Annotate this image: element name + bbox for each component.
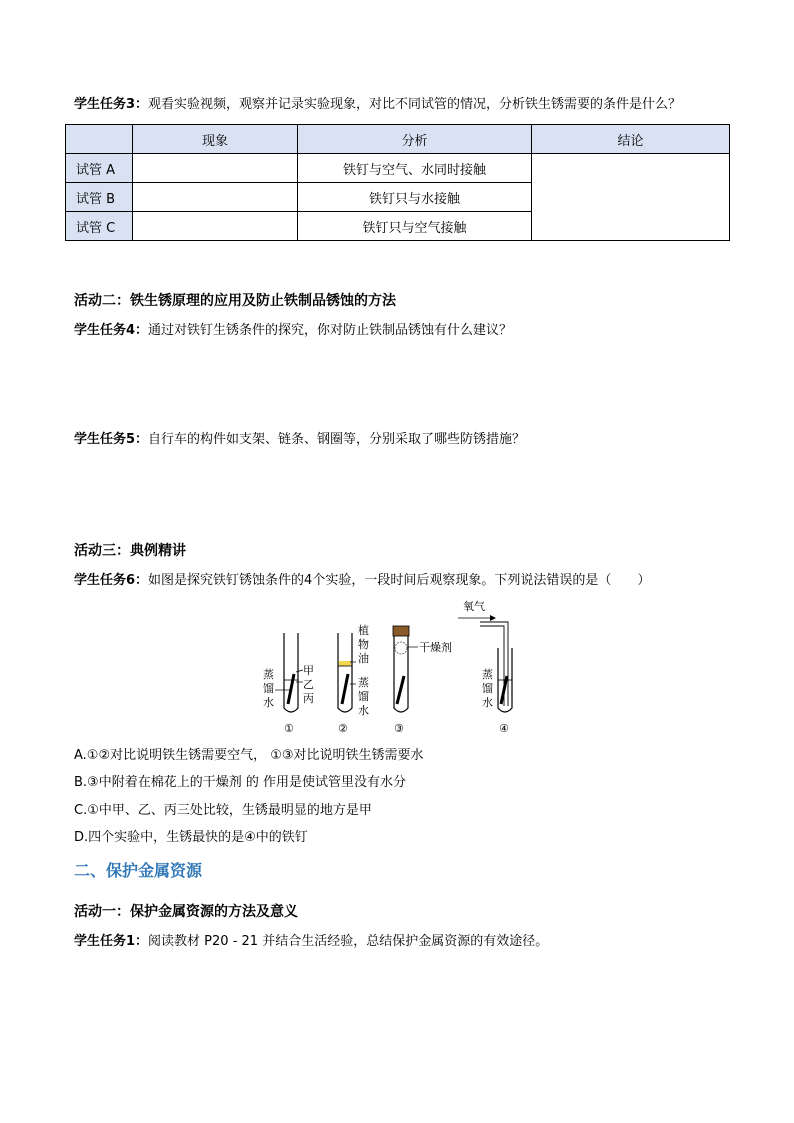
observation-table xyxy=(65,124,730,241)
option-c: C.①中甲、乙、丙三处比较，生锈最明显的地方是甲 xyxy=(74,803,372,818)
tube1-water-label-1: 蒸 xyxy=(263,668,274,681)
task1-text: 阅读教材 P20 - 21 并结合生活经验，总结保护金属资源的有效途径。 xyxy=(148,934,549,949)
tube2-water-label-2: 馏 xyxy=(358,690,369,703)
tube1-number: ① xyxy=(284,722,294,735)
task4-paragraph xyxy=(74,322,512,340)
test-tube-1 xyxy=(263,633,314,735)
tube1-bing: 丙 xyxy=(303,692,314,705)
row-label-tube-a: 试管 A xyxy=(66,154,133,183)
phenomenon-cell-c[interactable] xyxy=(133,212,298,241)
task3-label: 学生任务3： xyxy=(74,97,149,112)
cotton-ball xyxy=(395,642,407,654)
row-label-tube-b: 试管 B xyxy=(66,183,133,212)
tube4-oxygen-label: 氧气 xyxy=(463,600,485,613)
activity1-title: 活动一：保护金属资源的方法及意义 xyxy=(74,904,298,920)
vegetable-oil-layer xyxy=(339,661,351,666)
activity3-title: 活动三：典例精讲 xyxy=(74,543,186,559)
analysis-cell-c: 铁钉只与空气接触 xyxy=(298,212,532,241)
iron-nail xyxy=(342,674,348,704)
task3-text: 观看实验视频，观察并记录实验现象，对比不同试管的情况，分析铁生锈需要的条件是什么？ xyxy=(148,97,682,112)
tube2-oil-label-3: 油 xyxy=(358,652,369,665)
tube4-number: ④ xyxy=(499,722,509,735)
table-header-blank xyxy=(66,125,133,154)
analysis-cell-a: 铁钉与空气、水同时接触 xyxy=(298,154,532,183)
section2-title: 二、保护金属资源 xyxy=(74,861,203,880)
task1-paragraph xyxy=(74,933,548,951)
tube2-oil-label-2: 物 xyxy=(358,638,369,651)
table-header-phenomenon: 现象 xyxy=(133,125,298,154)
task6-label: 学生任务6： xyxy=(74,573,149,588)
tube2-number: ② xyxy=(338,722,348,735)
tube1-water-label-2: 馏 xyxy=(263,682,274,695)
task4-label: 学生任务4： xyxy=(74,323,149,338)
analysis-cell-b: 铁钉只与水接触 xyxy=(298,183,532,212)
tube1-jia: 甲 xyxy=(303,664,314,677)
task5-text: 自行车的构件如支架、链条、钢圈等，分别采取了哪些防锈措施？ xyxy=(148,432,526,447)
tube2-oil-label-1: 植 xyxy=(358,624,369,637)
tube3-desiccant-label: 干燥剂 xyxy=(419,641,452,654)
test-tube-4 xyxy=(458,599,512,735)
tube4-water-label-1: 蒸 xyxy=(482,668,493,681)
task4-text: 通过对铁钉生锈条件的探究，你对防止铁制品锈蚀有什么建议？ xyxy=(148,323,513,338)
task6-paragraph xyxy=(74,572,650,590)
option-d: D.四个实验中，生锈最快的是④中的铁钉 xyxy=(74,830,308,845)
tube4-water-label-2: 馏 xyxy=(482,682,493,695)
tube1-yi: 乙 xyxy=(303,678,314,691)
row-label-tube-c: 试管 C xyxy=(66,212,133,241)
phenomenon-cell-b[interactable] xyxy=(133,183,298,212)
test-tube-2 xyxy=(338,623,369,735)
tube1-water-label-3: 水 xyxy=(263,696,274,709)
phenomenon-cell-a[interactable] xyxy=(133,154,298,183)
tube3-number: ③ xyxy=(394,722,404,735)
task5-label: 学生任务5： xyxy=(74,432,149,447)
tube2-water-label-3: 水 xyxy=(358,704,369,717)
tube4-water-label-3: 水 xyxy=(482,696,493,709)
activity2-title: 活动二：铁生锈原理的应用及防止铁制品锈蚀的方法 xyxy=(74,293,396,309)
task6-text: 如图是探究铁钉锈蚀条件的4个实验，一段时间后观察现象。下列说法错误的是（ ） xyxy=(148,573,651,588)
test-tube-3 xyxy=(393,626,452,735)
task5-paragraph xyxy=(74,431,525,449)
iron-nail xyxy=(397,676,404,704)
table-header-analysis: 分析 xyxy=(298,125,532,154)
task3-paragraph xyxy=(74,96,681,114)
task1-label: 学生任务1： xyxy=(74,934,149,949)
iron-nail xyxy=(288,674,294,704)
table-header-row xyxy=(66,125,730,154)
tube2-water-label-1: 蒸 xyxy=(358,676,369,689)
rubber-stopper xyxy=(393,626,409,636)
option-b: B.③中附着在棉花上的干燥剂 的 作用是使试管里没有水分 xyxy=(74,775,406,790)
table-row xyxy=(66,154,730,183)
conclusion-cell[interactable] xyxy=(532,154,730,241)
rust-experiment-figure xyxy=(250,598,530,740)
option-a: A.①②对比说明铁生锈需要空气， ①③对比说明铁生锈需要水 xyxy=(74,748,424,763)
table-header-conclusion: 结论 xyxy=(532,125,730,154)
